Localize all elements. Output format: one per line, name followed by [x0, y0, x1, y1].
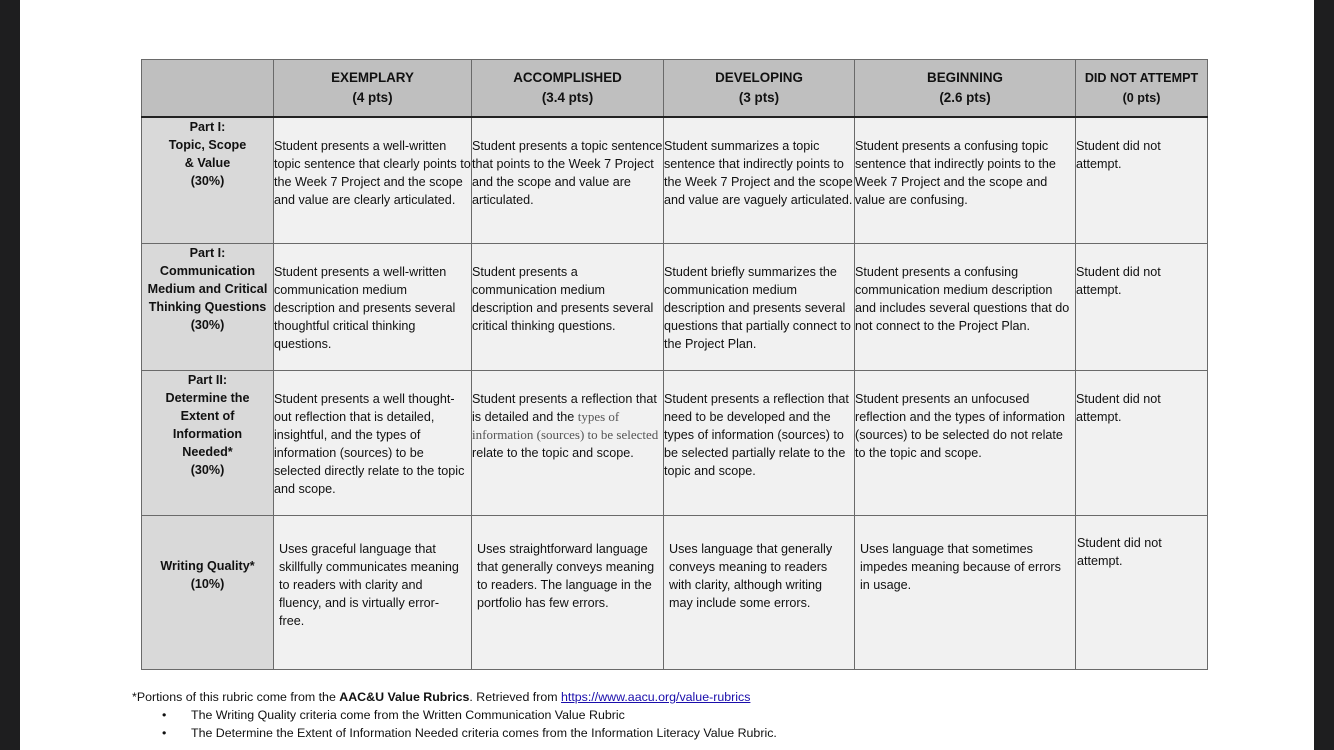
table-row — [142, 244, 1208, 371]
rubric-cell: Student presents a confusing communication medium description and includes several questions that do not connect to the Project Plan. — [855, 244, 1076, 371]
level-points: (3 pts) — [738, 89, 780, 105]
footnote-bullet-item — [132, 706, 777, 724]
rubric-table — [141, 59, 1208, 670]
criterion-line: Needed* — [182, 445, 233, 459]
criterion-line: (30%) — [190, 463, 225, 477]
level-name: DEVELOPING — [715, 69, 803, 85]
level-points: (4 pts) — [352, 89, 393, 105]
bullet-icon: • — [162, 708, 167, 722]
footnote-bullet-item — [132, 724, 777, 742]
rubric-cell: Uses language that generally conveys meaning to readers with clarity, although writing may include some errors. — [664, 516, 855, 670]
header-accomplished — [472, 60, 664, 117]
level-points: (3.4 pts) — [541, 89, 594, 105]
level-name: BEGINNING — [927, 69, 1003, 85]
cell-text-serif: types of information (sources) to be selected — [472, 409, 659, 442]
table-row — [142, 516, 1208, 670]
level-name: EXEMPLARY — [331, 69, 414, 85]
footnote-bold: AAC&U Value Rubrics — [339, 690, 470, 704]
criterion-line: Part II: — [187, 373, 228, 387]
rubric-cell: Student presents a well-written communication medium description and presents several thoughtful critical thinking questions. — [274, 244, 472, 371]
criterion-line: Determine the — [165, 391, 250, 405]
criterion-line: Thinking Questions — [148, 300, 267, 314]
criterion-line: (30%) — [190, 173, 225, 188]
criterion-line: (10%) — [190, 577, 225, 591]
level-name: DID NOT ATTEMPT — [1084, 70, 1199, 85]
rubric-cell: Student did not attempt. — [1076, 117, 1208, 244]
bullet-icon: • — [162, 726, 167, 740]
header-row — [142, 60, 1208, 117]
rubric-cell: Student presents a confusing topic sentence that indirectly points to the Week 7 Project and the scope and value are confusing. — [855, 117, 1076, 244]
header-corner — [142, 60, 274, 117]
rubric-cell: Student did not attempt. — [1076, 371, 1208, 516]
criterion-line: Extent of — [180, 409, 235, 423]
rubric-cell: Student presents a communication medium description and presents several critical thinking questions. — [472, 244, 664, 371]
header-did-not-attempt — [1076, 60, 1208, 117]
table-row — [142, 117, 1208, 244]
rubric-cell: Student did not attempt. — [1076, 244, 1208, 371]
level-points: (2.6 pts) — [939, 89, 991, 105]
criterion-line: Writing Quality* — [160, 559, 255, 573]
rubric-cell: Uses straightforward language that generally conveys meaning to readers. The language in the portfolio has few errors. — [472, 516, 664, 670]
header-beginning — [855, 60, 1076, 117]
criterion-line: Information — [172, 427, 243, 441]
rubric-cell: Student did not attempt. — [1076, 516, 1208, 670]
criterion-line: Communication — [159, 264, 256, 278]
rubric-cell: Student presents a well-written topic sentence that clearly points to the Week 7 Project and the scope and value are clearly articulated. — [274, 117, 472, 244]
aacu-link[interactable]: https://www.aacu.org/value-rubrics — [561, 690, 751, 704]
level-name: ACCOMPLISHED — [513, 69, 622, 85]
rubric-cell: Student presents a reflection that need to be developed and the types of information (sources) to be selected partially relate to the topic and scope. — [664, 371, 855, 516]
criterion-line: Part I: — [189, 246, 226, 260]
cell-text: relate to the topic and scope. — [472, 446, 634, 460]
table-row — [142, 371, 1208, 516]
rubric-cell: Student presents a well thought-out reflection that is detailed, insightful, and the types of information (sources) to be selected directly relate to the topic and scope. — [274, 371, 472, 516]
footnote-text: *Portions of this rubric come from the — [132, 690, 340, 704]
level-points: (0 pts) — [1122, 90, 1161, 105]
header-developing — [664, 60, 855, 117]
footnote-text: . Retrieved from — [469, 690, 562, 704]
rubric-cell: Student presents an unfocused reflection and the types of information (sources) to be selected do not relate to the topic and scope. — [855, 371, 1076, 516]
criterion-line: & Value — [184, 155, 231, 170]
header-exemplary — [274, 60, 472, 117]
rubric-cell: Student presents a topic sentence that points to the Week 7 Project and the scope and value are articulated. — [472, 117, 664, 244]
footnote-list — [132, 706, 777, 742]
criterion-line: Part I: — [189, 119, 226, 134]
criterion-line: Medium and Critical — [147, 282, 268, 296]
document-page — [20, 0, 1314, 750]
criterion-line: Topic, Scope — [168, 137, 247, 152]
footnote-source-line — [132, 688, 777, 706]
footnote — [132, 688, 777, 742]
rubric-cell: Student briefly summarizes the communication medium description and presents several questions that partially connect to the Project Plan. — [664, 244, 855, 371]
criterion-cell — [142, 244, 274, 371]
criterion-cell — [142, 516, 274, 670]
cell-text: Student presents a reflection that is detailed and the — [472, 392, 657, 424]
rubric-cell: Uses language that sometimes impedes meaning because of errors in usage. — [855, 516, 1076, 670]
rubric-cell: Uses graceful language that skillfully communicates meaning to readers with clarity and fluency, and is virtually error- free. — [274, 516, 472, 670]
footnote-bullet-text: The Determine the Extent of Information Needed criteria comes from the Information Literacy Value Rubric. — [191, 726, 777, 740]
criterion-line: (30%) — [190, 318, 225, 332]
criterion-cell — [142, 371, 274, 516]
footnote-bullet-text: The Writing Quality criteria come from the Written Communication Value Rubric — [191, 708, 625, 722]
rubric-cell: Student summarizes a topic sentence that indirectly points to the Week 7 Project and the scope and value are vaguely articulated. — [664, 117, 855, 244]
criterion-cell — [142, 117, 274, 244]
rubric-cell — [472, 371, 664, 516]
